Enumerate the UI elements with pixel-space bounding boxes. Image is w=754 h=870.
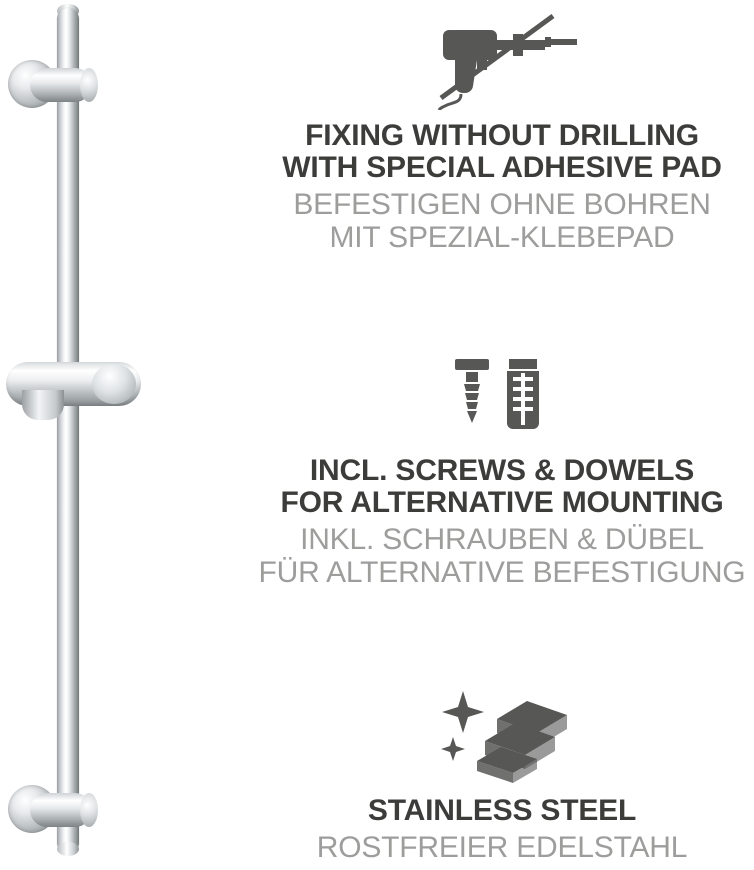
feature-subline-line1: ROSTFREIER EDELSTAHL bbox=[316, 830, 688, 864]
feature-headline-line2: WITH SPECIAL ADHESIVE PAD bbox=[282, 150, 722, 184]
bracket-arm-end bbox=[80, 68, 98, 102]
feature-subline-line1: BEFESTIGEN OHNE BOHREN bbox=[293, 187, 711, 221]
feature-item bbox=[250, 680, 754, 864]
feature-headline-line1: STAINLESS STEEL bbox=[367, 794, 637, 827]
feature-subline-line1: INKL. SCHRAUBEN & DÜBEL bbox=[300, 522, 704, 556]
feature-subline-line2: MIT SPEZIAL-KLEBEPAD bbox=[329, 220, 675, 254]
screw-and-dowel-icon bbox=[250, 345, 754, 445]
shower-rail-bar bbox=[57, 8, 79, 854]
stainless-steel-bars-icon bbox=[250, 680, 754, 785]
feature-headline-line1: INCL. SCREWS & DOWELS bbox=[309, 454, 695, 487]
holder-cup bbox=[92, 364, 136, 404]
holder-knob bbox=[22, 390, 64, 420]
rail-bottom-cap bbox=[57, 842, 79, 856]
adjustable-holder bbox=[6, 362, 141, 420]
feature-subline bbox=[256, 831, 748, 864]
no-drilling-drill-icon bbox=[250, 10, 754, 110]
feature-item bbox=[250, 10, 754, 254]
feature-item bbox=[250, 345, 754, 589]
feature-headline bbox=[256, 455, 748, 519]
product-image bbox=[0, 0, 250, 870]
feature-headline bbox=[256, 795, 748, 827]
feature-headline-line2: FOR ALTERNATIVE MOUNTING bbox=[280, 485, 724, 519]
feature-subline bbox=[256, 188, 748, 254]
bracket-arm-end bbox=[80, 793, 98, 827]
feature-subline bbox=[256, 523, 748, 589]
feature-list bbox=[250, 0, 754, 870]
feature-headline bbox=[256, 120, 748, 184]
feature-subline-line2: FÜR ALTERNATIVE BEFESTIGUNG bbox=[258, 555, 746, 589]
feature-headline-line1: FIXING WITHOUT DRILLING bbox=[305, 119, 699, 152]
